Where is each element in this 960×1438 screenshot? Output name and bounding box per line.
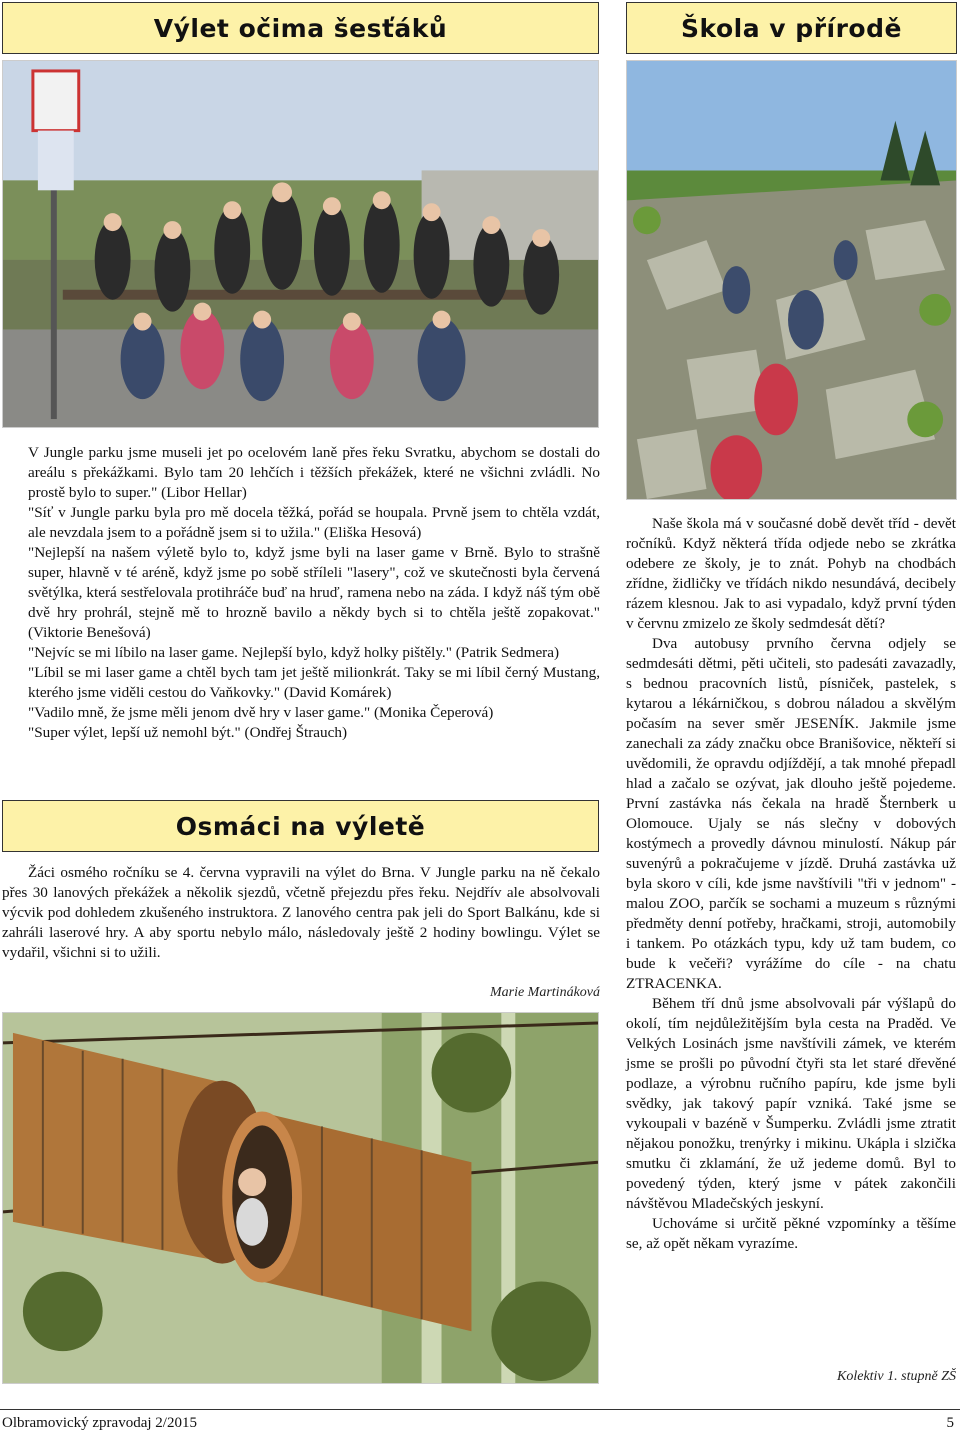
footer-page-number: 5 [946, 1415, 954, 1431]
rope-park-photo [2, 1012, 599, 1384]
nature-paragraph-1: Naše škola má v současné době devět tříd - devět ročníků. Když některá třída odjede nebo se zkrátka odebere ze školy, je to znát. Pohyb na chodbách zřídne, židličky ve třídách nikdo nesundává, decibely rázem klesnou. Jak to asi vypadalo, když první týden v červnu zmizelo ze školy sedmdesát dětí? [626, 515, 956, 632]
nature-signature: Kolektiv 1. stupně ZŠ [837, 1369, 956, 1384]
sixth-paragraph-1: V Jungle parku jsme museli jet po ocelovém laně přes řeku Svratku, abychom se dostali do areálu s překážkami. Bylo tam 20 lehčích i těžších překážek, které ne všichni zvládli. No prostě bylo to super." (Libor Hellar) [28, 444, 600, 501]
eighth-paragraph: Žáci osmého ročníku se 4. června vypravili na výlet do Brna. V Jungle parku na ně čekalo přes 30 lanových překážek a několik sjezdů, včetně přejezdu přes řeku. Nejdřív ale absolvovali výcvik pod dohledem zkušeného instruktora. Z lanového centra pak jeli do Sport Balkánu, kde si zahráli laserové hry. A aby sportu nebylo málo, následovaly ještě 2 hodiny bowlingu. Výlet se vydařil, všichni si to užili. [2, 864, 600, 961]
nature-paragraph-3: Během tří dnů jsme absolvovali pár výšlapů do okolí, tím nejdůležitějším byla cesta na Praděd. Ve Velkých Losinách jsme navštívili zámek, ve kterém jsme se prošli po původní čtyři sta let staré dřevěné podlaze, a výrobnu ručního papíru, kde jsme byli svědky, jak takový papír vzniká. Také jsme se vykoupali v bazéně v Šumperku. Zvládli jsme ztratit nějakou ponožku, trenýrky i mikinu. Ukápla i slzička smutku či zklamání, že už jedeme domů. Byl to povedený týden, který jsme v pátek zakončili návštěvou Mladečských jeskyní. [626, 995, 956, 1212]
sixth-paragraph-4: "Nejvíc se mi líbilo na laser game. Nejlepší bylo, když holky pištěly." (Patrik Sedmera) [28, 644, 560, 661]
left-title-banner [2, 2, 599, 54]
eighth-signature: Marie Martináková [489, 985, 600, 1000]
footer-publication: Olbramovický zpravodaj 2/2015 [2, 1415, 197, 1431]
mountain-photo [626, 60, 957, 500]
mid-title: Osmáci na výletě [175, 811, 426, 841]
nature-paragraph-4: Uchováme si určitě pěkné vzpomínky a těšíme se, až opět někam vyrazíme. [626, 1215, 956, 1252]
nature-school-article [626, 514, 956, 1254]
sixth-paragraph-5: "Líbil se mi laser game a chtěl bych tam jet ještě milionkrát. Taky se mi líbil černý Mustang, kterého jsme viděli cestou do Vaňkovky." (David Komárek) [28, 664, 600, 701]
footer-divider [0, 1409, 960, 1410]
sixth-grade-article [28, 443, 600, 743]
group-photo [2, 60, 599, 428]
sixth-paragraph-7: "Super výlet, lepší už nemohl být." (Ondřej Štrauch) [28, 724, 348, 741]
sixth-paragraph-6: "Vadilo mně, že jsme měli jenom dvě hry v laser game." (Monika Čeperová) [28, 704, 494, 721]
sixth-paragraph-3: "Nejlepší na našem výletě bylo to, když jsme byli na laser game v Brně. Bylo to strašně super, hlavně v té aréně, když jsme po sobě stříleli "lasery", což ve skutečnosti byla červená světýlka, která sestřelovala protihráče buď na hruď, ramena nebo na záda. I když náš tým obě dvě hry prohrál, stejně mě to hrozně bavilo a někdy bych si to chtěla ještě zopakovat." (Viktorie Benešová) [28, 544, 600, 641]
right-title: Škola v přírodě [681, 13, 902, 43]
right-title-banner [626, 2, 957, 54]
sixth-paragraph-2: "Síť v Jungle parku byla pro mě docela těžká, pořád se houpala. Prvně jsem to chtěla vzdát, ale nevzdala jsem to a pořádně jsem si to užila." (Eliška Hesová) [28, 504, 600, 541]
nature-paragraph-2: Dva autobusy prvního června odjely se sedmdesáti dětmi, pěti učiteli, sto padesáti zavazadly, s bednou pracovních listů, písniček, pastelek, s kytarou a lékárničkou, s dobrou náladou a skvělým počasím na sever směr JESENÍK. Jakmile jsme zanechali za zády značku obce Branišovice, někteří si uvědomili, že opravdu odjíždějí, a tak mnohé přepadl hlad a začalo se ozývat, jak dlouho ještě pojedeme. První zastávka nás čekala na hradě Šternberk u Olomouce. Ujaly se nás slečny v dobových kostýmech a provedly dávnou minulostí. Nákup pár suvenýrů a pokračujeme v jízdě. Druhá zastávka už byla skoro v cíli, kde jsme navštívili "tři v jednom" - malou ZOO, parčík se sochami a muzeum s různými předměty denní potřeby, hračkami, stroji, automobily i tankem. Po otázkách typu, kdy už tam budem, co bude k večeři? vyrážíme do cíle - na chatu ZTRACENKA. [626, 635, 956, 992]
eighth-grade-article [2, 863, 600, 963]
mid-title-banner [2, 800, 599, 852]
left-title: Výlet očima šesťáků [153, 13, 448, 43]
